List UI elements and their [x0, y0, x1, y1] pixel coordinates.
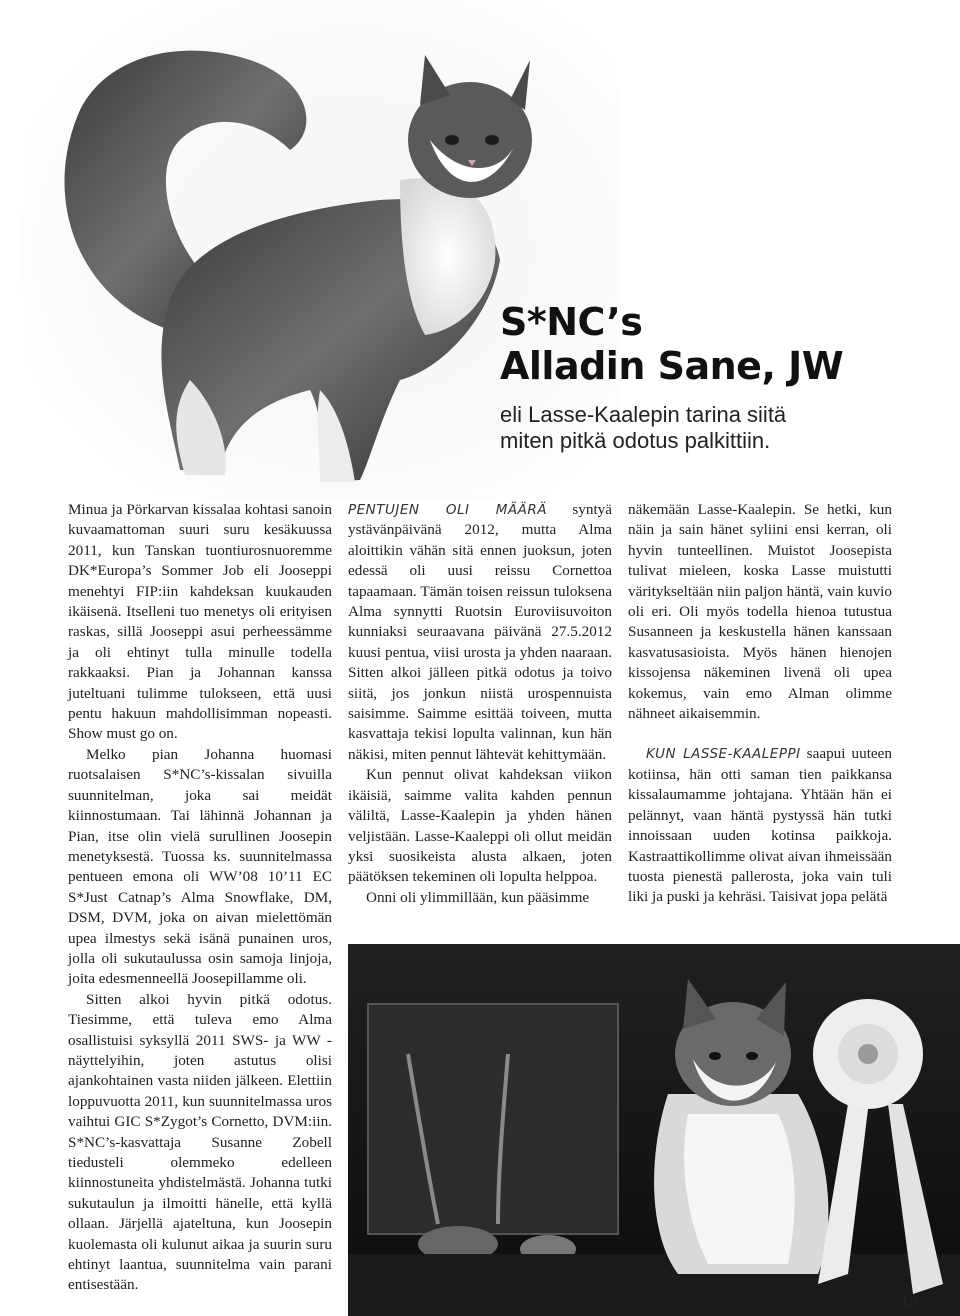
article-subtitle-line1: eli Lasse-Kaalepin tarina siitä: [500, 402, 787, 427]
paragraph: Onni oli ylimmillään, kun pääsimme: [366, 888, 590, 906]
paragraph: Sitten alkoi hyvin pitkä odotus. Tiesimme, että tuleva emo Alma osallistuisi syksyllä 2011 SWS- ja WW -näyttelyihin, joten astutus olisi ajankohtainen vasta niiden jälkeen. Elettiin loppuvuotta 2011, kun suunnitelmassa uros vaihtui GIC S*Zygot’s Cornetto, DVM:iin. S*NC’s-kasvattaja Susanne Zobell tiedusteli olemmeko edelleen kiinnostuneita yhdistelmästä. Johanna tutki sukutaulun ja ilmoitti hänelle, että kyllä ollaan. Järjellä ajateltuna, kun Joosepin kuolemasta oli kulunut aikaa ja suurin suru ehtinyt laantua, suunnitelma vain parani entisestään.: [68, 990, 332, 1294]
text-column-2: [348, 500, 612, 908]
paragraph: näkemään Lasse-Kaalepin. Se hetki, kun näin ja sain hänet syliini ensi kerran, oli hyvin tunteellinen. Muistot Joosepista tulivat mieleen, koska Lasse muistutti väritykseltään niin paljon häntä, vain kuvio oli eri. Oli myös todella hienoa tutustua Susanneen ja keskustella hänen kanssaan kasvatusasioista. Myös hänen hienojen kissojensa näkeminen livenä oli upea kokemus, vain emo Alman olimme nähneet aikaisemmin.: [628, 501, 892, 723]
paragraph-text: syntyä ystävänpäivänä 2012, mutta Alma aloittikin vähän sitä ennen juoksun, joten edessä oli uusi reissu Cornettoa tapaamaan. Tämän toisen reissun tuloksena Alma synnytti Ruotsin Euroviisuvoiton kunniaksi seuraavana päivänä 27.5.2012 kuusi pentua, viisi urosta ja yhden naaraan. Sitten alkoi jälleen pitkä odotus ja toivo siitä, jos jonkun niistä urospennuista saisimme. Saimme esittää toiveen, mutta kasvattaja tekisi lopulta valinnan, kun hän näkisi, miten pennut lähtevät kehittymään.: [348, 501, 612, 763]
article-title-line2: Alladin Sane, JW: [500, 344, 844, 388]
article-subtitle: [500, 402, 940, 454]
section-lead: KUN LASSE-KAALEPPI: [646, 746, 801, 763]
article-subtitle-line2: miten pitkä odotus palkittiin.: [500, 428, 771, 453]
cat-photo-rosette: [348, 944, 960, 1316]
article-heading: [500, 300, 940, 454]
page-number: 19: [900, 1294, 918, 1311]
paragraph: Melko pian Johanna huomasi ruotsalaisen S*NC’s-kissalan sivuilla suunnitelman, joka sai meidät kiinnostumaan. Tai lähinnä Johannan ja Pian, itse olin vielä surullinen Joosepin menetyksestä. Tuossa ks. suunnitelmassa pentueen emona oli WW’08 10’11 EC S*Just Catnap’s Alma Snowflake, DM, DSM, DVM, joka on aivan mielettömän upea ilmestys sekä isänä punainen uros, jolla oli sukutaulussa osin samoja linjoja, joita edesmenneellä Joosepillamme oli.: [68, 745, 332, 988]
paragraph-text: saapui uuteen kotiinsa, hän otti saman tien paikkansa kissalaumamme johtajana. Yhtään hän ei pelännyt, vaan häntä pystyssä hän tutki innoissaan uuden kotinsa paikkoja. Kastraattikollimme olivat aivan ihmeissään tuosta pienestä pallerosta, joka vain tuli liki ja puski ja kehräsi. Taisivat jopa pelätä: [628, 745, 893, 906]
paragraph: [348, 500, 612, 765]
paragraph: Kun pennut olivat kahdeksan viikon ikäisiä, saimme valita kahden pennun väliltä, Lasse-Kaalepin ja yhden hänen veljistään. Lasse-Kaaleppi oli ollut meidän yksi suosikeista alusta alkaen, joten päätöksen tekeminen oli lopulta helppoa.: [348, 766, 612, 886]
text-column-1: [68, 500, 332, 1296]
paragraph: [628, 744, 892, 907]
section-lead: PENTUJEN OLI MÄÄRÄ: [348, 502, 548, 518]
article-title-line1: S*NC’s: [500, 300, 643, 344]
text-column-3: [628, 500, 892, 908]
paragraph: Minua ja Pörkarvan kissalaa kohtasi sanoin kuvaamattoman suuri suru kesäkuussa 2011, kun Tanskan tuontiurosnuoremme DK*Europa’s Sommer Job eli Jooseppi menehtyi FIP:iin kahdeksan kuukauden ikäisenä. Itselleni tuo menetys oli erityisen raskas, sillä Jooseppi asui perheessämme ja oli ehtinyt tulla minulle todella rakkaaksi. Pian ja Johannan kanssa juteltuani tulimme tulokseen, että uusi pentu hakuun mahdollisimman nopeasti. Show must go on.: [68, 501, 332, 743]
